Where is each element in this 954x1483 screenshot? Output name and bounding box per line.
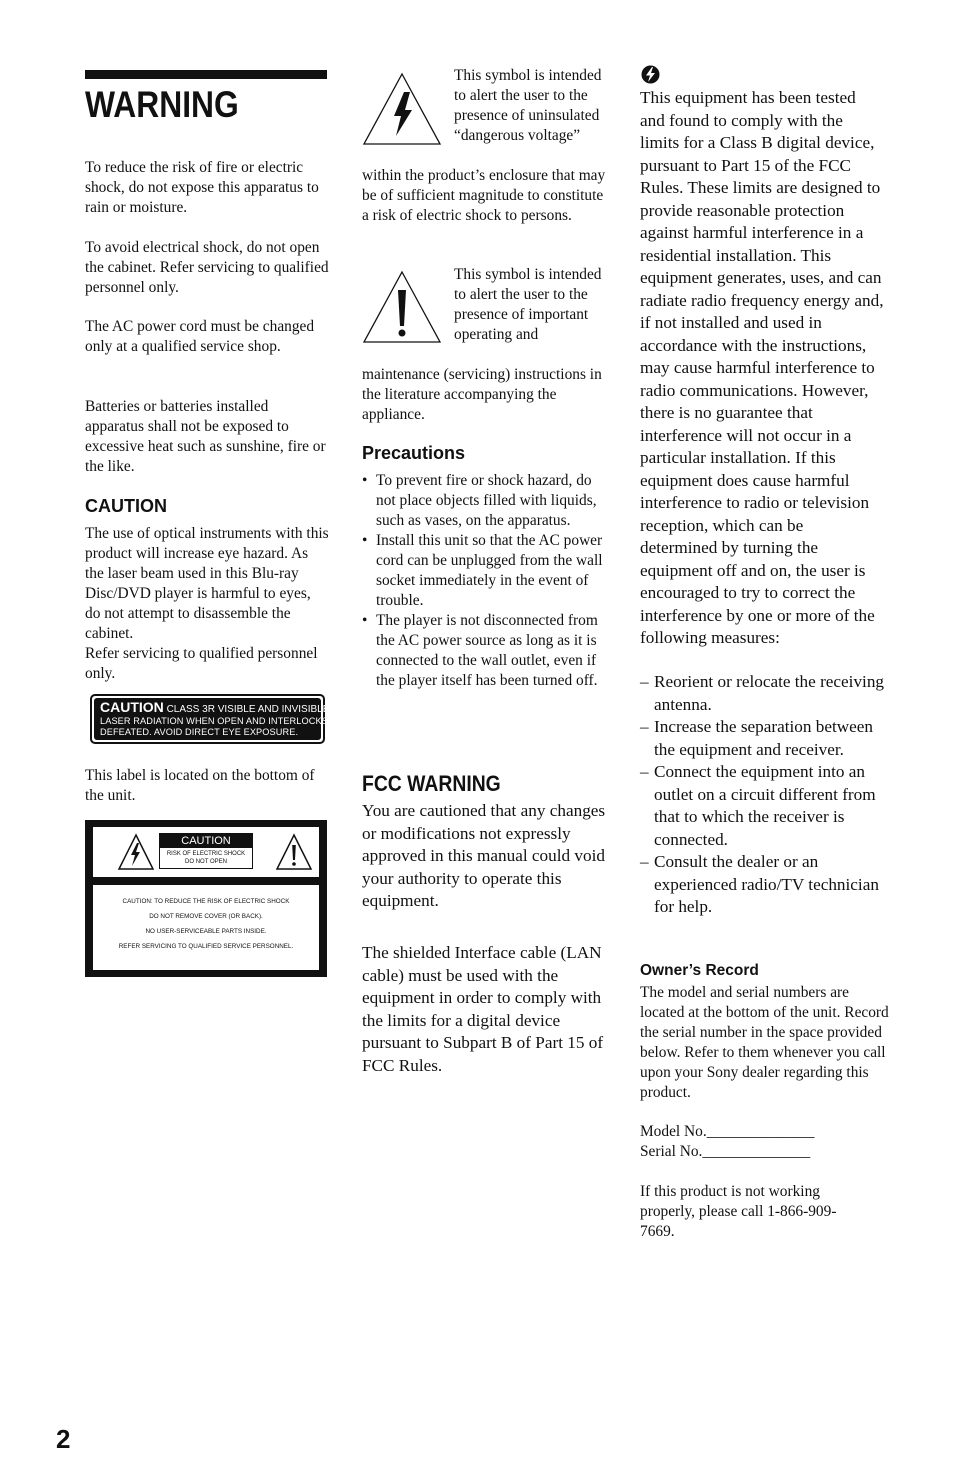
voltage-symbol-text-cont: within the product’s enclosure that may be of sufficient magnitude to constitute a risk of electric shock to persons. <box>362 167 606 224</box>
list-item: – Reorient or relocate the receiving antenna. <box>640 671 884 716</box>
caution-heading: CAUTION <box>85 496 167 516</box>
power-cord-paragraph: The AC power cord must be changed only at a qualified service shop. <box>85 318 315 355</box>
lightning-triangle-icon <box>117 833 155 871</box>
panel-risk-line1: RISK OF ELECTRIC SHOCK <box>166 851 246 857</box>
list-item: – Increase the separation between the equipment and receiver. <box>640 716 884 761</box>
laser-caution-label <box>90 694 330 744</box>
caution-paragraph: The use of optical instruments with this product will increase eye hazard. As the laser beam used in this Blu-ray Disc/DVD player is harmful to eyes, do not attempt to disassemble the cabinet. <box>85 525 329 642</box>
caution-refer-paragraph: Refer servicing to qualified personnel only. <box>85 645 318 682</box>
contact-paragraph: If this product is not working properly, please call 1-866-909-7669. <box>640 1183 837 1240</box>
owners-record-heading: Owner’s Record <box>640 962 759 979</box>
model-number-line: Model No.______________ <box>640 1123 815 1140</box>
page-title: WARNING <box>85 84 239 125</box>
panel-line3: NO USER-SERVICEABLE PARTS INSIDE. <box>145 928 267 935</box>
list-item: • The player is not disconnected from the AC power source as long as it is connected to the wall outlet, even if the player itself has been turned off. <box>362 611 606 691</box>
list-item: • To prevent fire or shock hazard, do not place objects filled with liquids, such as vases, on the apparatus. <box>362 471 606 531</box>
note-icon <box>640 64 661 85</box>
page-number: 2 <box>56 1424 71 1454</box>
fcc-warning-heading: FCC WARNING <box>362 771 501 796</box>
cabinet-paragraph: To avoid electrical shock, do not open the cabinet. Refer servicing to qualified personnel only. <box>85 239 329 296</box>
title-rule <box>85 70 327 79</box>
fire-shock-paragraph: To reduce the risk of fire or electric shock, do not expose this apparatus to rain or moisture. <box>85 159 319 216</box>
panel-line4: REFER SERVICING TO QUALIFIED SERVICE PERSONNEL. <box>118 943 294 950</box>
exclamation-triangle-icon <box>275 833 313 871</box>
panel-line2: DO NOT REMOVE COVER (OR BACK). <box>149 913 263 920</box>
panel-risk-line2: DO NOT OPEN <box>185 859 227 865</box>
list-item: • Install this unit so that the AC power cord can be unplugged from the wall socket immediately in the event of trouble. <box>362 531 606 611</box>
laser-line1: CLASS 3R VISIBLE AND INVISIBLE <box>166 704 330 715</box>
laser-line3: DEFEATED. AVOID DIRECT EYE EXPOSURE. <box>100 727 299 737</box>
lightning-triangle-icon <box>362 72 442 146</box>
exclamation-triangle-icon <box>362 270 442 344</box>
fcc-cable-paragraph: The shielded Interface cable (LAN cable) must be used with the equipment in order to comply with the limits for a digital device pursuant to Subpart B of Part 15 of FCC Rules. <box>362 943 604 1075</box>
fcc-modifications-paragraph: You are cautioned that any changes or modifications not expressly approved in this manual could void your authority to operate this equipment. <box>362 801 606 910</box>
maintenance-symbol-text-cont: maintenance (servicing) instructions in the literature accompanying the appliance. <box>362 366 602 423</box>
panel-line1: CAUTION: TO REDUCE THE RISK OF ELECTRIC SHOCK <box>122 898 290 905</box>
owners-record-paragraph: The model and serial numbers are located at the bottom of the unit. Record the serial number in the space provided below. Refer to them whenever you call upon your Sony dealer regarding this product. <box>640 984 889 1101</box>
panel-instructions <box>93 885 319 970</box>
voltage-symbol-text: This symbol is intended to alert the user to the presence of uninsulated “dangerous voltage” <box>454 67 602 144</box>
shock-warning-panel <box>85 820 327 977</box>
maintenance-symbol-text: This symbol is intended to alert the user to the presence of important operating and <box>454 266 602 343</box>
panel-caution-word: CAUTION <box>160 834 252 848</box>
list-item: – Consult the dealer or an experienced radio/TV technician for help. <box>640 851 884 919</box>
serial-number-line: Serial No.______________ <box>640 1143 811 1160</box>
precautions-list <box>362 471 606 691</box>
panel-caution-box <box>159 833 253 869</box>
precautions-heading: Precautions <box>362 443 466 463</box>
measures-list <box>640 671 884 919</box>
laser-line2: LASER RADIATION WHEN OPEN AND INTERLOCKS <box>100 716 328 726</box>
laser-caution-word: CAUTION <box>100 699 164 715</box>
batteries-paragraph: Batteries or batteries installed apparatus shall not be exposed to excessive heat such as sunshine, fire or the like. <box>85 398 326 475</box>
fcc-compliance-paragraph: This equipment has been tested and found to comply with the limits for a Class B digital device, pursuant to Part 15 of the FCC Rules. These limits are designed to provide reasonable protection against harmful interference in a residential installation. This equipment generates, uses, and can radiate radio frequency energy and, if not installed and used in accordance with the instructions, may cause harmful interference to radio communications. However, there is no guarantee that interference will not occur in a particular installation. If this equipment does cause harmful interference to radio or television reception, which can be determined by turning the equipment off and on, the user is encouraged to try to correct the interference by one or more of the following measures: <box>640 88 884 647</box>
label-location-text: This label is located on the bottom of the unit. <box>85 767 315 804</box>
list-item: – Connect the equipment into an outlet on a circuit different from that to which the receiver is connected. <box>640 761 884 851</box>
